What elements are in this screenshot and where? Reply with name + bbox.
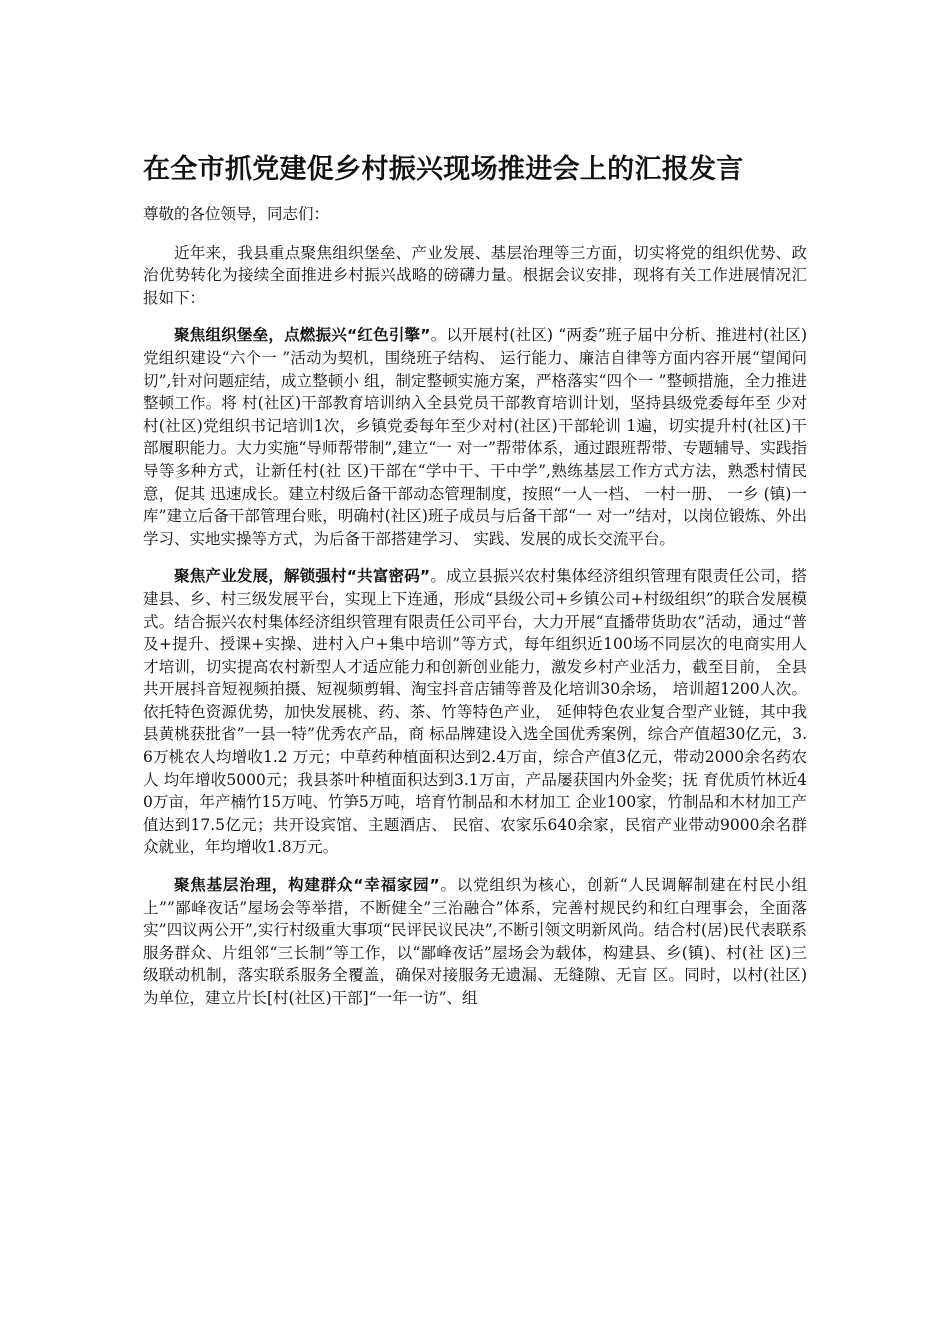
section-text: 。成立县振兴农村集体经济组织管理有限责任公司，搭建县、乡、村三级发展平台，实现上下连通，形成“县级公司+乡镇公司+村级组织”的联合发展模式。结合振兴农村集体经济组织管理有限责任公司平台，大力开展“直播带货助农”活动，通过“普及+提升、授课+实操、进村入户+集中培训”等方式，每年组织近100场不同层次的电商实用人才培训，切实提高农村新型人才适应能力和创新创业能力，激发乡村产业活力，截至目前， 全县共开展抖音短视频拍摄、短视频剪辑、淘宝抖音店铺等普及化培训30余场， 培训超1200人次。依托特色资源优势，加快发展桃、药、茶、竹等特色产业， 延伸特色农业复合型产业链，其中我县黄桃获批省”一县一特”优秀农产品，商 标品牌建设入选全国优秀案例，综合产值超30亿元，3.6万桃农人均增收1.2 万元；中草药种植面积达到2.4万亩，综合产值3亿元，带动2000余名药农人 均年增收5000元；我县茶叶种植面积达到3.1万亩，产品屡获国内外金奖；抚 育优质竹林近40万亩，年产楠竹15万吨、竹笋5万吨，培育竹制品和木材加工 企业100家，竹制品和木材加工产值达到17.5亿元；共开设宾馆、主题酒店、 民宿、农家乐640余家，民宿产业带动9000余名群众就业，年均增收1.8万元。	[143, 567, 807, 857]
section-paragraph-industry	[143, 565, 807, 859]
section-lead: 聚焦产业发展，解锁强村“共富密码”	[174, 567, 431, 586]
section-paragraph-organization	[143, 324, 807, 550]
section-lead: 聚焦组织堡垒，点燃振兴“红色引擎”	[174, 326, 431, 345]
section-lead: 聚焦基层治理，构建群众“幸福家园”	[174, 876, 440, 895]
section-paragraph-governance	[143, 874, 807, 1010]
document-title: 在全市抓党建促乡村振兴现场推进会上的汇报发言	[143, 154, 744, 185]
salutation: 尊敬的各位领导，同志们：	[143, 205, 330, 223]
document-body	[143, 203, 807, 1025]
section-text: 。以开展村(社区) “两委”班子届中分析、推进村(社区)党组织建设“六个一 ”活动为契机，围绕班子结构、 运行能力、廉洁自律等方面内容开展“望闻问切”,针对问题症结，成立整顿小 组，制定整顿实施方案，严格落实“四个一 ”整顿措施，全力推进整顿工作。将 村(社区)干部教育培训纳入全县党员干部教育培训计划，坚持县级党委每年至 少对村(社区)党组织书记培训1次，乡镇党委每年至少对村(社区)干部轮训 1遍，切实提升村(社区)干部履职能力。大力实施“导师帮带制”,建立“一 对一”帮带体系，通过跟班帮带、专题辅导、实践指导等多种方式，让新任村(社 区)干部在“学中干、干中学”,熟练基层工作方式方法，熟悉村情民意，促其 迅速成长。建立村级后备干部动态管理制度，按照“一人一档、 一村一册、 一乡 (镇)一库”建立后备干部管理台账，明确村(社区)班子成员与后备干部“一 对一”结对，以岗位锻炼、外出学习、实地实操等方式，为后备干部搭建学习、 实践、发展的成长交流平台。	[143, 326, 807, 548]
intro-paragraph: 近年来，我县重点聚焦组织堡垒、产业发展、基层治理等三方面，切实将党的组织优势、政治优势转化为接续全面推进乡村振兴战略的磅礴力量。根据会议安排，现将有关工作进展情况汇报如下：	[143, 243, 807, 307]
section-text: 。以党组织为核心，创新“人民调解制建在村民小组上””鄙峰夜话”屋场会等举措，不断健全”三治融合”体系，完善村规民约和红白理事会，全面落实”四议两公开”,实行村级重大事项“民评民议民决”,不断引领文明新风尚。结合村(居)民代表联系服务群众、片组邻“三长制”等工作，以“鄙峰夜话”屋场会为载体，构建县、乡(镇)、村(社 区)三级联动机制，落实联系服务全覆盖，确保对接服务无遗漏、无缝隙、无盲 区。同时，以村(社区)为单位，建立片长[村(社区)干部]“一年一访”、组	[143, 876, 807, 1007]
